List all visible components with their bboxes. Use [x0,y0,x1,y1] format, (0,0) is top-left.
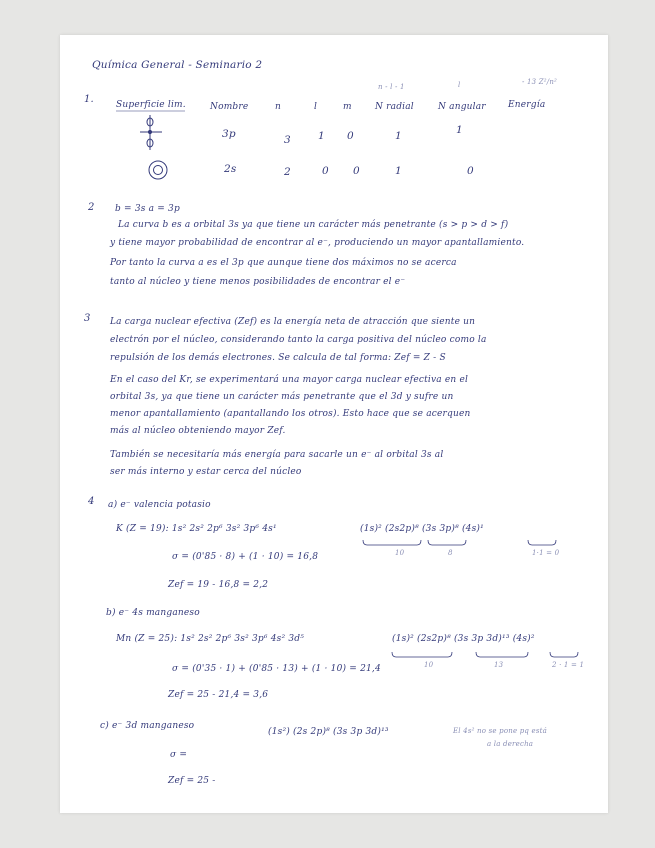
question-1-number: 1. [84,94,94,105]
row-m: 0 [353,165,360,177]
q4a-sigma: σ = (0'85 · 8) + (1 · 10) = 16,8 [172,552,319,562]
header-n: n [275,102,281,112]
row-l: 1 [318,130,325,142]
q4a-groups: (1s)² (2s2p)⁸ (3s 3p)⁸ (4s)¹ [360,524,484,534]
q3-line: En el caso del Kr, se experimentará una mayor carga nuclear efectiva en el [110,375,469,385]
q3-line: más al núcleo obteniendo mayor Zef. [110,426,286,436]
q4a-sub-3: 1·1 = 0 [532,549,560,557]
row-n: 3 [284,134,291,146]
q4a-label: a) e⁻ valencia potasio [108,500,211,510]
row-nombre: 3p [222,128,236,140]
q4b-sub-3: 2 · 1 = 1 [552,661,585,669]
q4a-sub-1: 10 [395,549,405,557]
q3-line: La carga nuclear efectiva (Zef) es la energía neta de atracción que siente un [110,317,476,327]
energy-formula: - 13 Z²/n² [522,78,558,86]
q4b-sub-1: 10 [424,661,434,669]
header-n-angular: N angular [438,102,486,112]
q3-line: También se necesitaría más energía para sacarle un e⁻ al orbital 3s al [110,450,444,460]
row-radial: 1 [395,165,402,177]
question-3-number: 3 [84,313,91,324]
p-orbital-sketch [140,115,162,150]
header-n-radial: N radial [375,102,414,112]
page-title: Química General - Seminario 2 [92,59,263,71]
header-energia: Energía [508,100,546,110]
row-m: 0 [347,130,354,142]
q2-line: La curva b es a orbital 3s ya que tiene un carácter más penetrante (s > p > d > f) [118,220,509,230]
q2-line: tanto al núcleo y tiene menos posibilidades de encontrar el e⁻ [110,277,406,287]
radial-node-formula: n - l - 1 [378,83,405,91]
q4c-zef: Zef = 25 - [168,776,216,786]
row-angular: 1 [456,124,463,136]
s-orbital-sketch [149,161,167,179]
angular-node-note: l [458,81,461,89]
q4b-groups: (1s)² (2s2p)⁸ (3s 3p 3d)¹³ (4s)² [392,634,535,644]
q4c-note-line1: El 4s² no se pone pq está [453,727,548,735]
q3-line: orbital 3s, ya que tiene un carácter más penetrante que el 3d y sufre un [110,392,454,402]
row-l: 0 [322,165,329,177]
q4a-zef: Zef = 19 - 16,8 = 2,2 [168,580,269,590]
q4b-sigma: σ = (0'35 · 1) + (0'85 · 13) + (1 · 10) = 21,4 [172,664,381,674]
q4a-config: K (Z = 19): 1s² 2s² 2p⁶ 3s² 3p⁶ 4s¹ [116,524,277,534]
q4b-sub-2: 13 [494,661,504,669]
row-nombre: 2s [224,163,237,175]
q4c-note-line2: a la derecha [487,740,534,748]
question-4-number: 4 [88,496,95,507]
q2-line: y tiene mayor probabilidad de encontrar al e⁻, produciendo un mayor apantallamiento. [110,238,525,248]
q4b-zef: Zef = 25 - 21,4 = 3,6 [168,690,269,700]
q4b-config: Mn (Z = 25): 1s² 2s² 2p⁶ 3s² 3p⁶ 4s² 3d⁵ [116,634,305,644]
row-radial: 1 [395,130,402,142]
q4b-label: b) e⁻ 4s manganeso [106,608,200,618]
row-angular: 0 [467,165,474,177]
q3-line: electrón por el núcleo, considerando tanto la carga positiva del núcleo como la [110,335,487,345]
question-2-number: 2 [88,202,95,213]
header-m: m [343,102,352,112]
header-l: l [314,102,318,112]
q4c-groups: (1s²) (2s 2p)⁸ (3s 3p 3d)¹³ [268,727,389,737]
header-superficie: Superficie lim. [116,100,186,110]
q4c-sigma: σ = [170,750,188,760]
q2-line: Por tanto la curva a es el 3p que aunque tiene dos máximos no se acerca [110,258,457,268]
header-nombre: Nombre [210,102,249,112]
q3-line: ser más interno y estar cerca del núcleo [110,467,302,477]
q2-answer-head: b = 3s a = 3p [115,204,180,214]
q4c-label: c) e⁻ 3d manganeso [100,721,195,731]
q3-line: repulsión de los demás electrones. Se calcula de tal forma: Zef = Z - S [110,353,446,363]
row-n: 2 [284,166,291,178]
q3-line: menor apantallamiento (apantallando los otros). Esto hace que se acerquen [110,409,471,419]
q4a-sub-2: 8 [448,549,453,557]
